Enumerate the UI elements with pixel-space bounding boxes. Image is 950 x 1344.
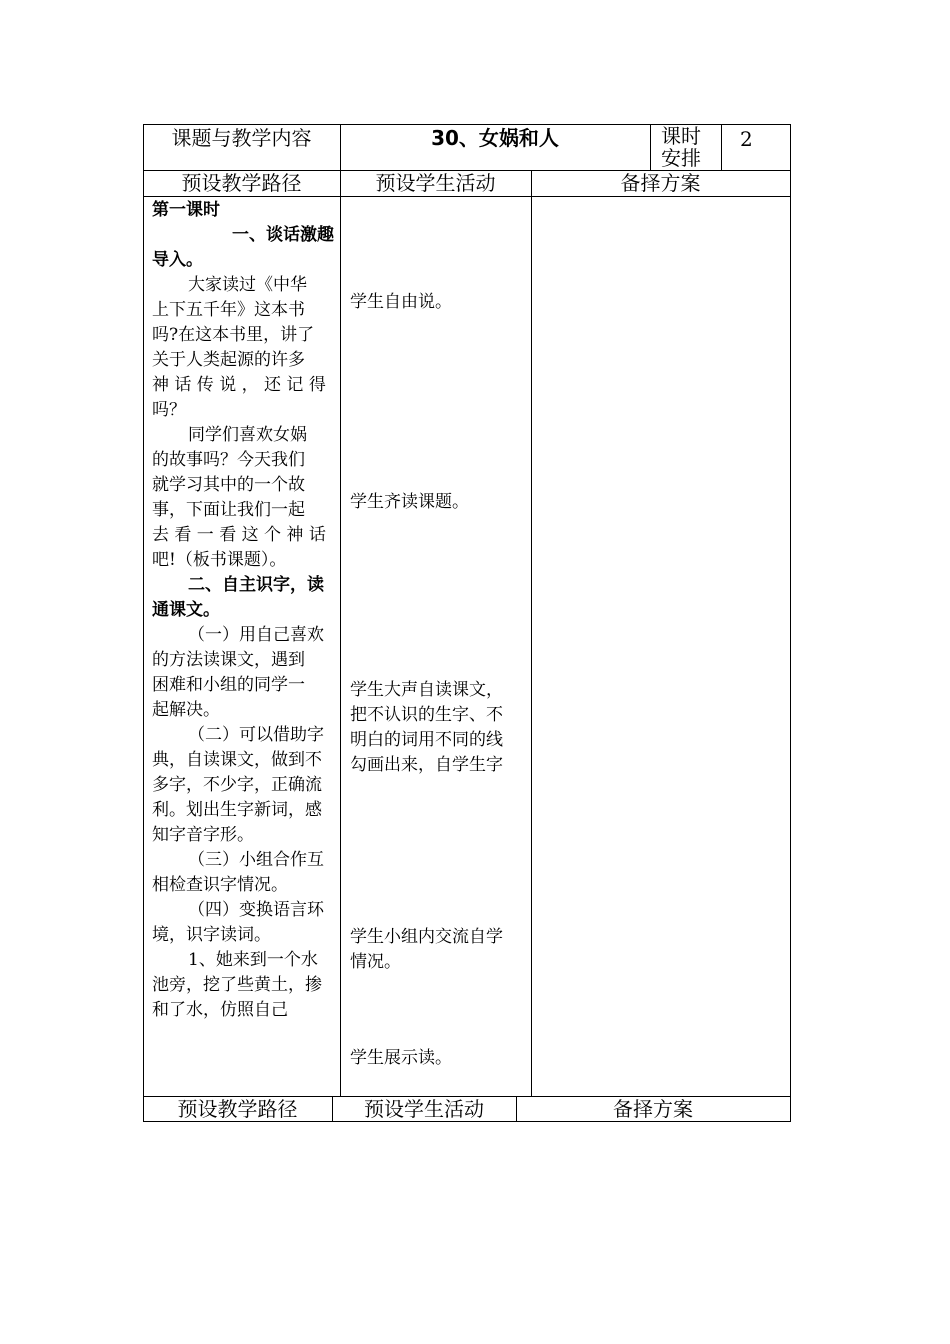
hours-value: 2	[740, 127, 753, 151]
topic-label: 课题与教学内容	[171, 126, 312, 150]
step1-line: 的方法读课文，遇到	[152, 650, 305, 670]
col-header-teaching-path: 预设教学路径	[181, 171, 302, 195]
table-col-divider	[721, 124, 722, 170]
table-col-divider	[650, 124, 651, 170]
activity-line: 学生展示读。	[350, 1048, 452, 1068]
footer-header-alternative-plan: 备择方案	[613, 1097, 693, 1121]
step5-line: 池旁，挖了些黄土，掺	[152, 975, 322, 995]
step1-line: 困难和小组的同学一	[152, 675, 305, 695]
para2-line: 吧!（板书课题）。	[152, 550, 287, 570]
student-activity-5	[350, 1046, 528, 1071]
para2-line: 的故事吗？今天我们	[152, 450, 305, 470]
session-label: 第一课时	[152, 200, 220, 220]
col-header-student-activity: 预设学生活动	[375, 171, 496, 195]
step5-line: 和了水，仿照自己	[152, 1000, 288, 1020]
footer-header-teaching-path: 预设教学路径	[177, 1097, 298, 1121]
para1-line: 神 话 传 说 ， 还 记 得	[152, 375, 326, 395]
step3-line: （三）小组合作互	[188, 850, 324, 870]
step1-line: 起解决。	[152, 700, 220, 720]
step4-line: （四）变换语言环	[188, 900, 324, 920]
table-row-divider	[143, 196, 791, 197]
activity-line: 学生大声自读课文，	[350, 680, 503, 700]
step3-line: 相检查识字情况。	[152, 875, 288, 895]
activity-line: 勾画出来，自学生字	[350, 755, 503, 775]
col-header-alternative-plan: 备择方案	[620, 171, 701, 195]
lesson-title: 30、女娲和人	[431, 126, 559, 150]
student-activity-3	[350, 678, 528, 778]
para1-line: 吗?在这本书里，讲了	[152, 325, 315, 345]
step4-line: 境，识字读词。	[152, 925, 271, 945]
para2-line: 同学们喜欢女娲	[188, 425, 307, 445]
teaching-path-content	[152, 198, 334, 1023]
section1-title-cont: 导入。	[152, 250, 203, 270]
table-col-divider	[531, 170, 532, 1096]
activity-line: 情况。	[350, 952, 401, 972]
hours-label-line1: 课时	[661, 124, 701, 148]
table-border-left	[143, 124, 144, 1122]
para1-line: 关于人类起源的许多	[152, 350, 305, 370]
para2-line: 去 看 一 看 这 个 神 话	[152, 525, 326, 545]
step2-line: 典，自读课文，做到不	[152, 750, 322, 770]
activity-line: 学生自由说。	[350, 292, 452, 312]
activity-line: 学生小组内交流自学	[350, 927, 503, 947]
step2-line: 知字音字形。	[152, 825, 254, 845]
step1-line: （一）用自己喜欢	[188, 625, 324, 645]
step2-line: （二）可以借助字	[188, 725, 324, 745]
step2-line: 利。划出生字新词，感	[152, 800, 322, 820]
activity-line: 学生齐读课题。	[350, 492, 469, 512]
section1-title: 一、谈话激趣	[232, 225, 334, 245]
activity-line: 明白的词用不同的线	[350, 730, 503, 750]
table-col-divider	[340, 170, 341, 1096]
para1-line: 吗？	[152, 400, 186, 420]
para1-line: 上下五千年》这本书	[152, 300, 305, 320]
section2-title-cont: 通课文。	[152, 600, 220, 620]
hours-label-line2: 安排	[661, 146, 701, 170]
para2-line: 事，下面让我们一起	[152, 500, 305, 520]
student-activity-1	[350, 290, 528, 315]
student-activity-2	[350, 490, 528, 515]
step5-line: 1、她来到一个水	[188, 950, 318, 970]
table-border-bottom	[143, 1121, 791, 1122]
para2-line: 就学习其中的一个故	[152, 475, 305, 495]
section2-title: 二、自主识字，读	[188, 575, 324, 595]
para1-line: 大家读过《中华	[188, 275, 307, 295]
table-border-right	[790, 124, 791, 1122]
student-activity-4	[350, 925, 528, 975]
footer-header-student-activity: 预设学生活动	[364, 1097, 484, 1121]
activity-line: 把不认识的生字、不	[350, 705, 503, 725]
step2-line: 多字，不少字，正确流	[152, 775, 322, 795]
